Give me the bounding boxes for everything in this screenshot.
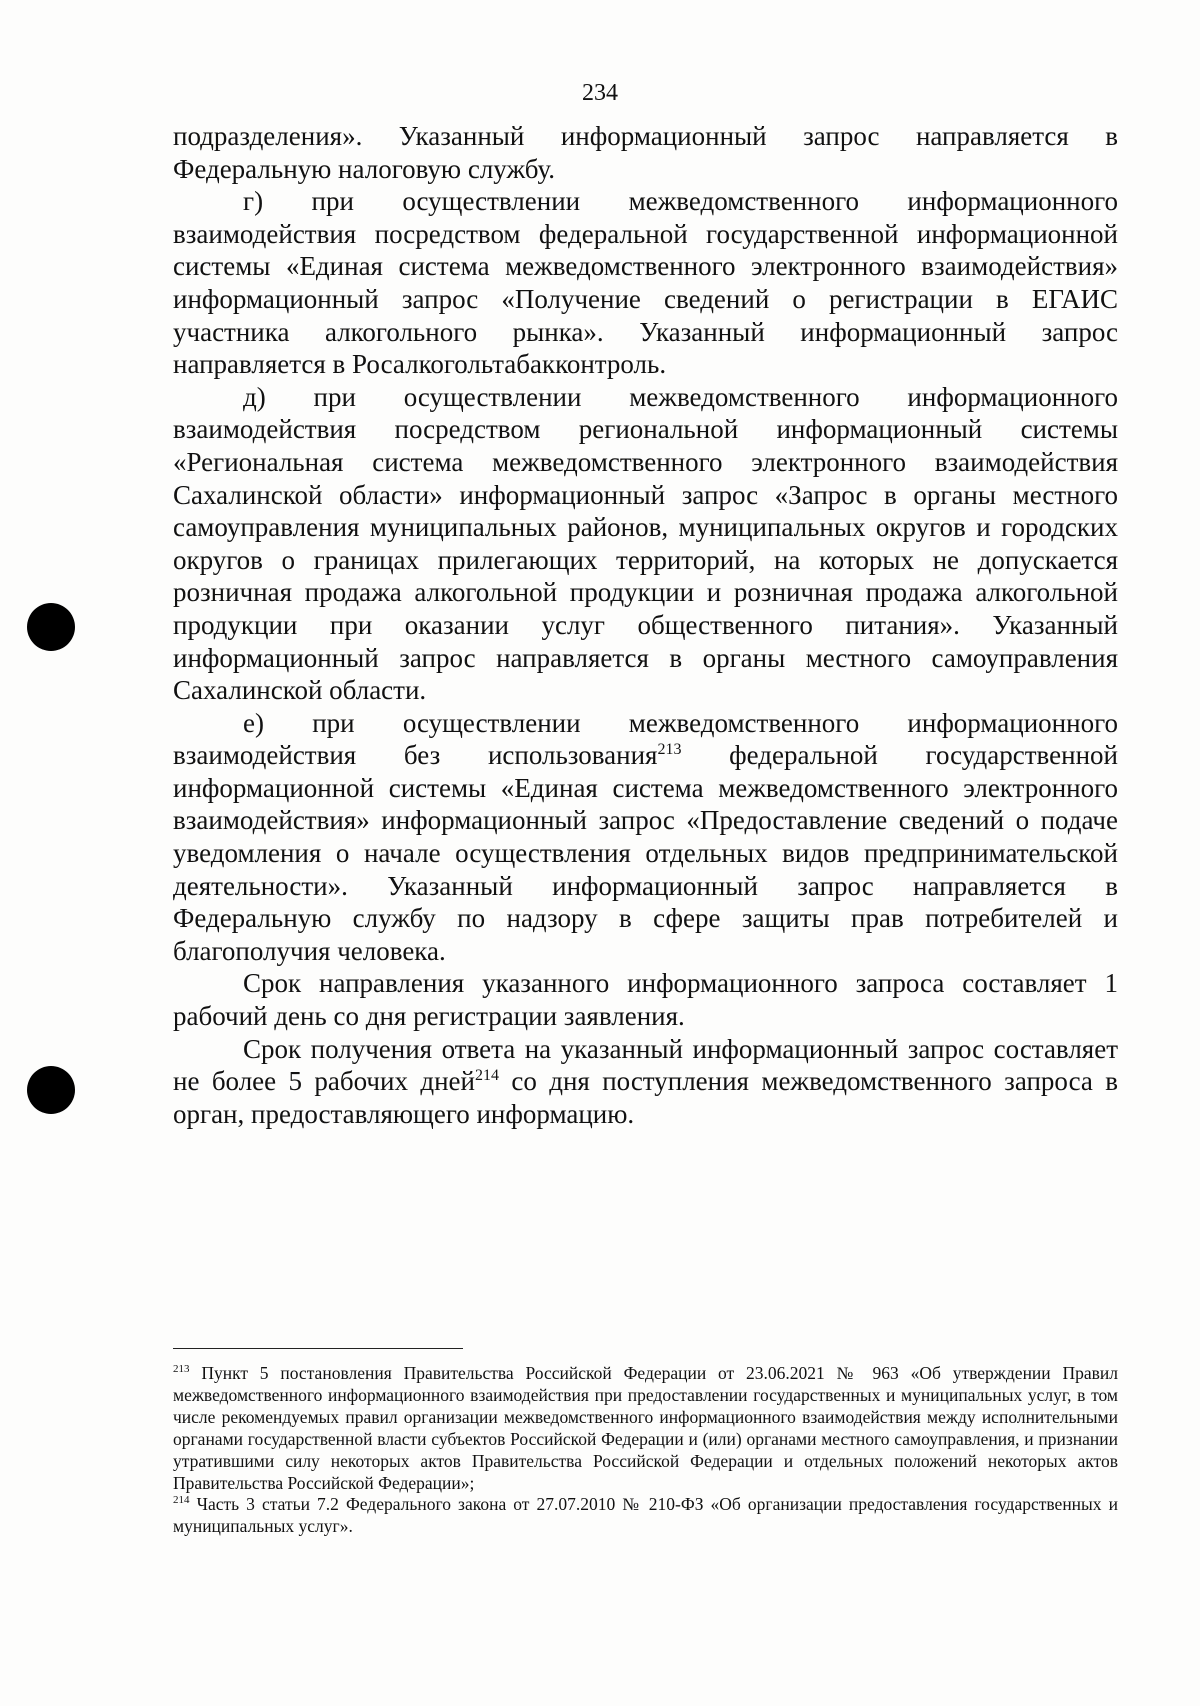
punch-hole-icon xyxy=(27,603,75,651)
footnote-213 xyxy=(173,1363,1118,1494)
paragraph-item-g: г) при осуществлении межведомственного информационного взаимодействия посредством федеральной государственной информационной системы «Единая система межведомственного электронного взаимодействия» информационный запрос «Получение сведений о регистрации в ЕГАИС участника алкогольного рынка». Указанный информационный запрос направляется в Росалкогольтабакконтроль. xyxy=(173,186,1118,380)
page-number: 234 xyxy=(582,80,618,106)
paragraph-item-e xyxy=(173,707,1118,968)
footnote-ref-214[interactable]: 214 xyxy=(474,1067,499,1085)
paragraph-response-deadline xyxy=(173,1033,1118,1131)
footnote-ref-213[interactable]: 213 xyxy=(657,741,682,759)
paragraph-continuation: подразделения». Указанный информационный запрос направляется в Федеральную налоговую службу. xyxy=(173,121,1118,184)
footnote-marker-214: 214 xyxy=(173,1494,190,1507)
paragraph-send-deadline: Срок направления указанного информационного запроса составляет 1 рабочий день со дня регистрации заявления. xyxy=(173,968,1118,1032)
footnotes xyxy=(173,1363,1118,1538)
footnote-214-text: Часть 3 статьи 7.2 Федерального закона от 27.07.2010 № 210-ФЗ «Об организации предоставления государственных и муниципальных услуг». xyxy=(173,1494,1118,1537)
paragraph-response-deadline-text-end: со дня поступления межведомственного запроса в орган, предоставляющего информацию. xyxy=(173,1066,1118,1129)
footnote-214 xyxy=(173,1494,1118,1538)
footnote-213-text: Пункт 5 постановления Правительства Российской Федерации от 23.06.2021 № 963 «Об утверждении Правил межведомственного информационного взаимодействия при предоставлении государственных и муниципальных услуг, в том числе рекомендуемых правил организации межведомственного информационного взаимодействия между исполнительными органами государственной власти субъектов Российской Федерации и (или) органами местного самоуправления, и признании утратившими силу некоторых актов Правительства Российской Федерации и отдельных положений некоторых актов Правительства Российской Федерации»; xyxy=(173,1363,1118,1493)
paragraph-item-e-text-end: федеральной государственной информационной системы «Единая система межведомственного электронного взаимодействия» информационный запрос «Предоставление сведений о подаче уведомления о начале осуществления отдельных видов предпринимательской деятельности». Указанный информационный запрос направляется в Федеральную службу по надзору в сфере защиты прав потребителей и благополучия человека. xyxy=(173,740,1118,966)
paragraph-item-d: д) при осуществлении межведомственного информационного взаимодействия посредством региональной информационный системы «Региональная система межведомственного электронного взаимодействия Сахалинской области» информационный запрос «Запрос в органы местного самоуправления муниципальных районов, муниципальных округов и городских округов о границах прилегающих территорий, на которых не допускается розничная продажа алкогольной продукции и розничная продажа алкогольной продукции при оказании услуг общественного питания». Указанный информационный запрос направляется в органы местного самоуправления Сахалинской области. xyxy=(173,381,1118,706)
footnote-marker-213: 213 xyxy=(173,1363,190,1376)
body-text xyxy=(173,120,1118,1130)
footnote-divider xyxy=(173,1348,463,1349)
punch-hole-icon xyxy=(27,1066,75,1114)
paragraph-response-deadline-text-start: Срок получения ответа на указанный информационный запрос составляет не более 5 рабочих дней xyxy=(173,1033,1118,1097)
paragraph-item-e-text-start: е) при осуществлении межведомственного информационного взаимодействия без использования xyxy=(173,707,1118,771)
